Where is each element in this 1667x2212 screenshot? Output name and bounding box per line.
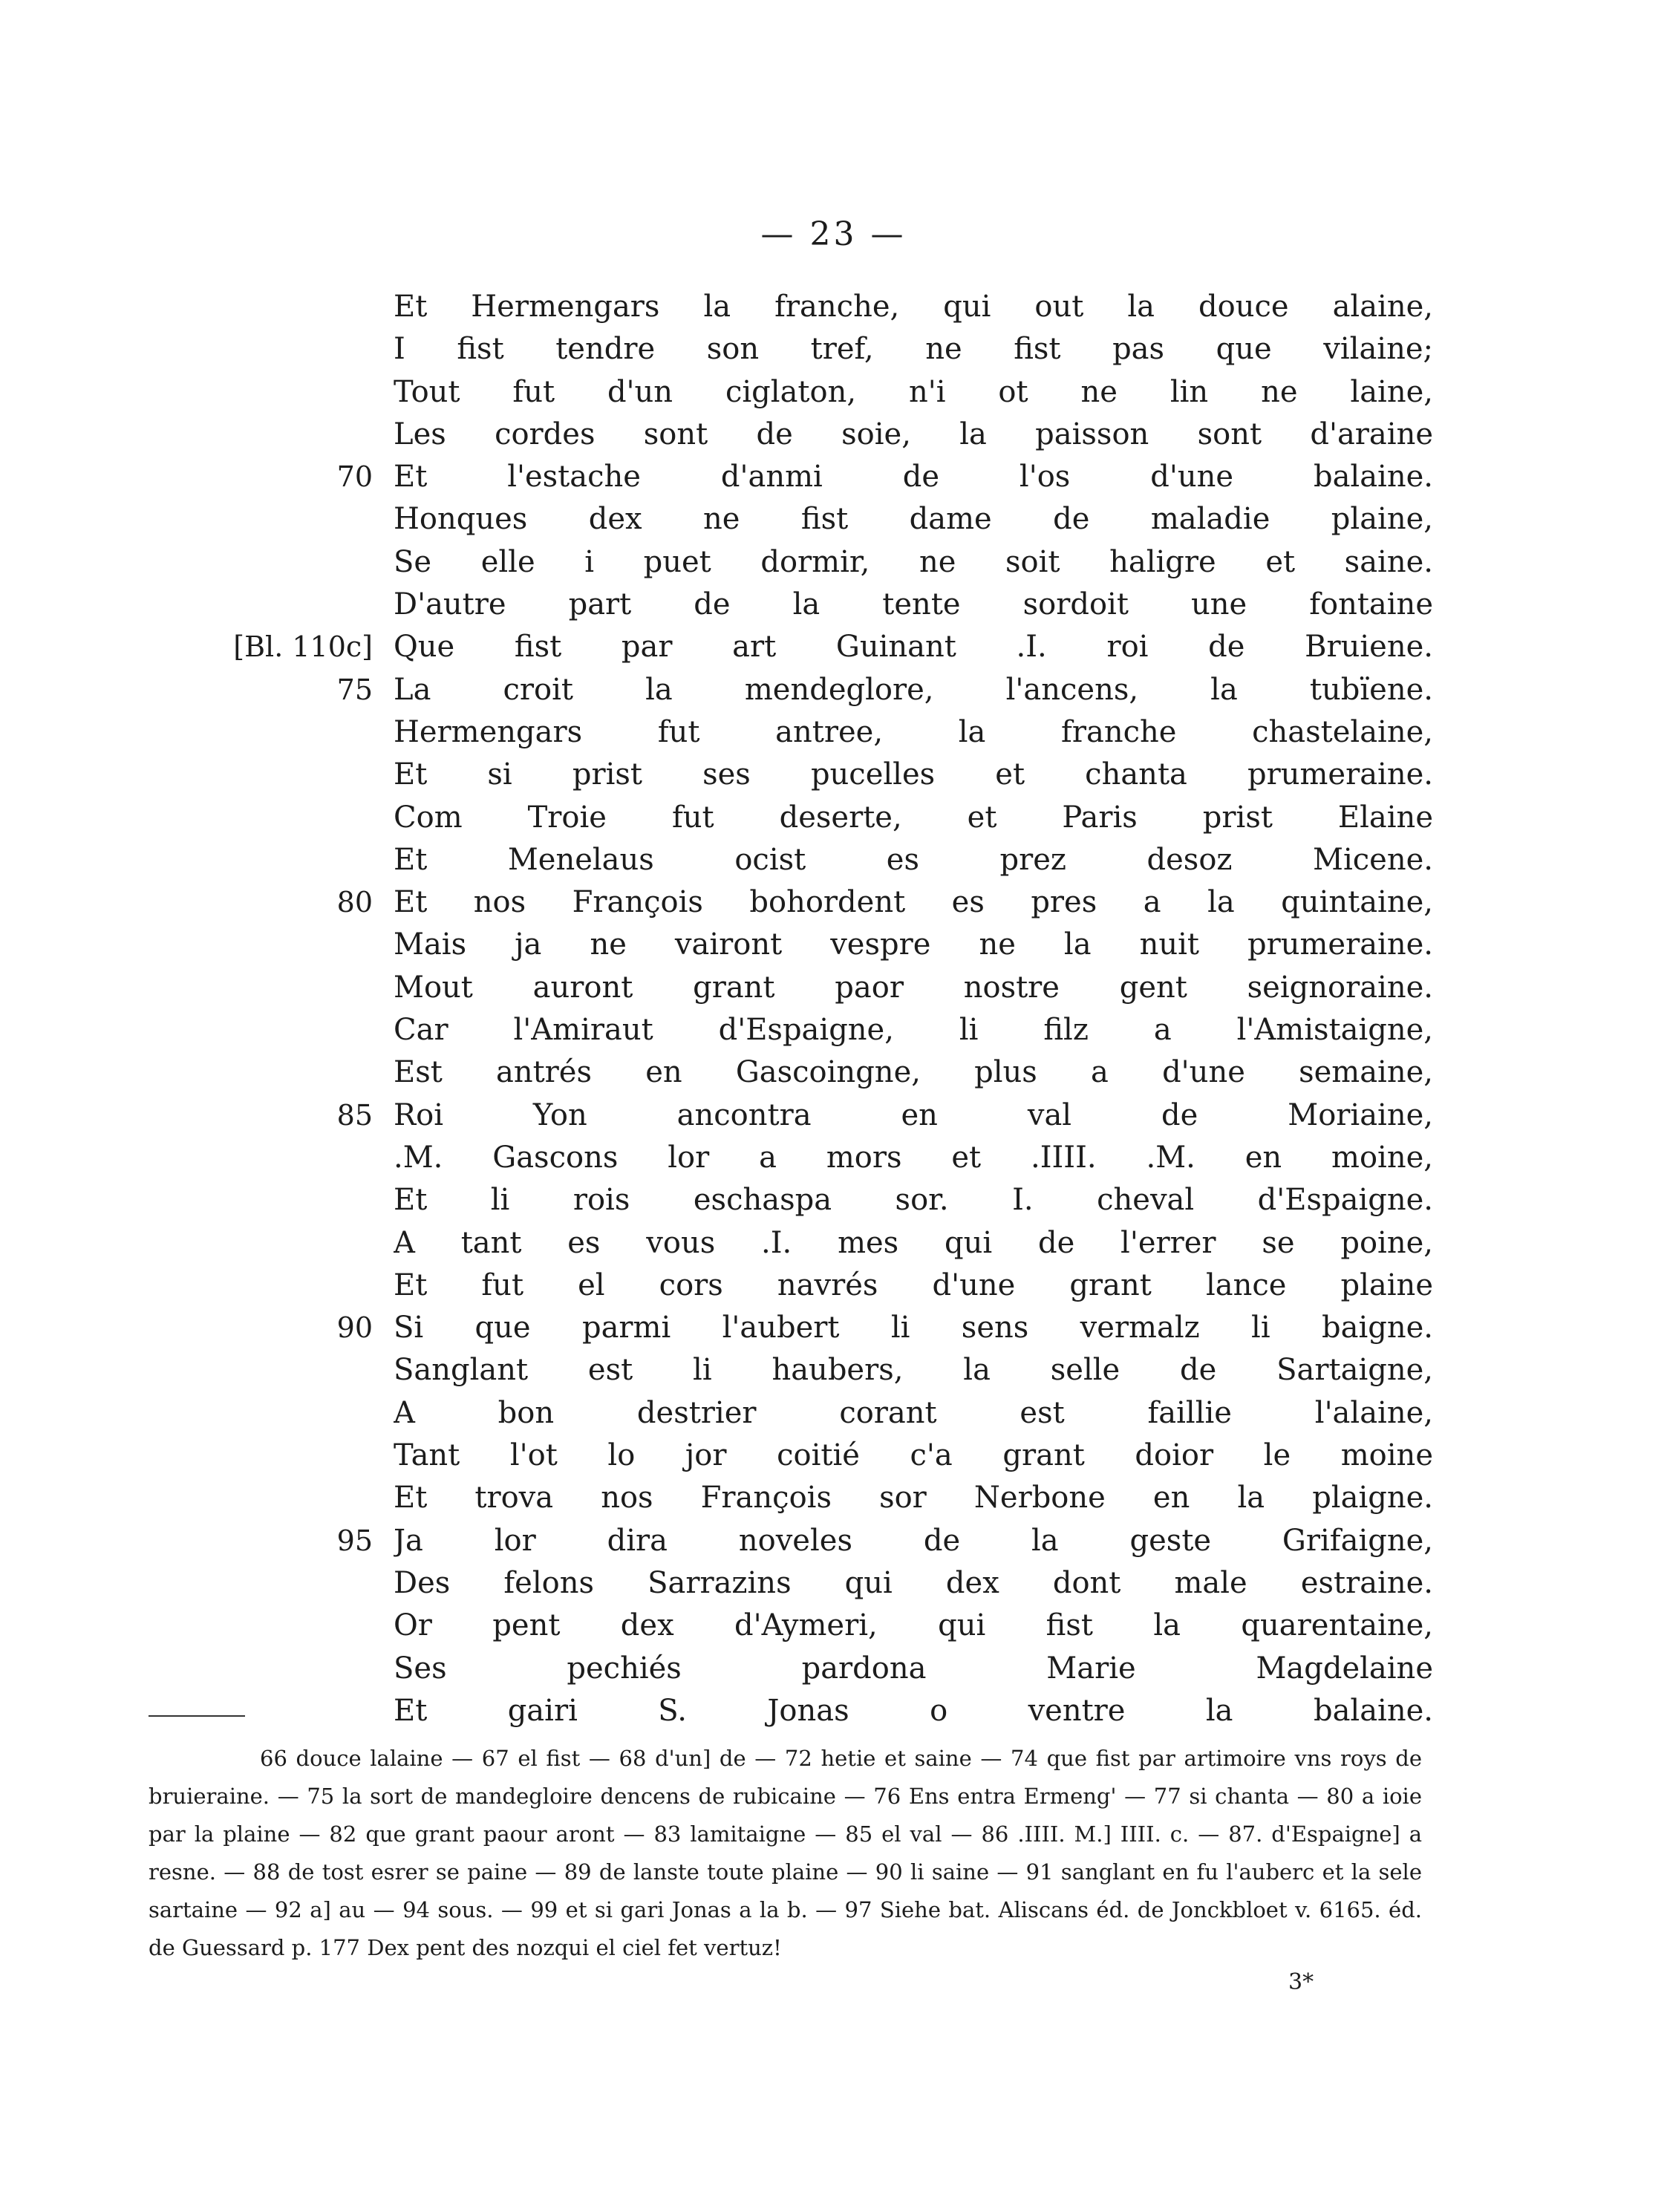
verse-line <box>134 371 1544 414</box>
line-number: 70 <box>336 460 373 494</box>
verse-line <box>134 541 1544 584</box>
verse-line <box>134 881 1544 924</box>
verse-line <box>134 1349 1544 1392</box>
verse-line <box>134 456 1544 498</box>
verse-line <box>134 286 1544 328</box>
verse-text: Honques dex ne fist dame de maladie plaine, <box>394 502 1433 537</box>
verse-text: Et nos François bohordent es pres a la quintaine, <box>394 885 1433 920</box>
line-number: 85 <box>336 1098 373 1132</box>
line-number: 95 <box>336 1524 373 1557</box>
verse-text: I fist tendre son tref, ne fist pas que vilaine; <box>394 332 1433 367</box>
verse-text: Or pent dex d'Aymeri, qui fist la quarentaine, <box>394 1608 1433 1643</box>
verse-line <box>134 498 1544 541</box>
verse-line <box>134 1562 1544 1605</box>
verse-text: Et trova nos François sor Nerbone en la plaigne. <box>394 1481 1433 1516</box>
verse-text: Et Menelaus ocist es prez desoz Micene. <box>394 842 1433 877</box>
verse-text: Et si prist ses pucelles et chanta prumeraine. <box>394 757 1433 792</box>
verse-text: Car l'Amiraut d'Espaigne, li filz a l'Amistaigne, <box>394 1013 1433 1048</box>
verse-text: Mais ja ne vairont vespre ne la nuit prumeraine. <box>394 927 1433 962</box>
verse-line <box>134 1009 1544 1051</box>
verse-line <box>134 1435 1544 1477</box>
line-number: 75 <box>336 673 373 706</box>
verse-line <box>134 1477 1544 1519</box>
verse-text: Et gairi S. Jonas o ventre la balaine. <box>394 1693 1433 1728</box>
verse-line <box>134 626 1544 668</box>
verse-text: Tout fut d'un ciglaton, n'i ot ne lin ne laine, <box>394 374 1433 409</box>
verse-text: Et fut el cors navrés d'une grant lance plaine <box>394 1268 1433 1302</box>
verse-text: Que fist par art Guinant .I. roi de Bruiene. <box>394 630 1433 665</box>
verse-text: Les cordes sont de soie, la paisson sont d'araine <box>394 417 1433 451</box>
verse-line <box>134 1690 1544 1732</box>
verse-line <box>134 797 1544 839</box>
verse-line <box>134 1392 1544 1435</box>
line-number: 80 <box>336 886 373 919</box>
verse-text: Ja lor dira noveles de la geste Grifaigne, <box>394 1523 1433 1558</box>
verse-text: Se elle i puet dormir, ne soit haligre et saine. <box>394 544 1433 579</box>
line-number: [Bl. 110c] <box>233 630 373 664</box>
verse-text: Roi Yon ancontra en val de Moriaine, <box>394 1097 1433 1132</box>
verse-line <box>134 1137 1544 1179</box>
verse-text: Et li rois eschaspa sor. I. cheval d'Espaigne. <box>394 1183 1433 1218</box>
verse-text: Ses pechiés pardona Marie Magdelaine <box>394 1651 1433 1686</box>
footnotes: 66 douce lalaine — 67 el fist — 68 d'un] de — 72 hetie et saine — 74 que fist par artimoire vns roys de bruieraine. — 75 la sort de mandegloire dencens de rubicaine — 76 Ens entra Ermeng' — 77 si chanta — 80 a ioie par la plaine — 82 que grant paour aront — 83 lamitaigne — 85 el val — 86 .IIII. M.] IIII. c. — 87. d'Espaigne] a resne. — 88 de tost esrer se paine — 89 de lanste toute plaine — 90 li saine — 91 sanglant en fu l'auberc et la sele sartaine — 92 a] au — 94 sous. — 99 et si gari Jonas a la b. — 97 Siehe bat. Aliscans éd. de Jonckbloet v. 6165. éd. de Guessard p. 177 Dex pent des nozqui el ciel fet vertuz! <box>149 1746 1422 1960</box>
verse-text: A bon destrier corant est faillie l'alaine, <box>394 1395 1433 1430</box>
verse-text: Tant l'ot lo jor coitié c'a grant doior le moine <box>394 1438 1433 1473</box>
verse-line <box>134 414 1544 456</box>
verse-line <box>134 1222 1544 1265</box>
verse-text: Est antrés en Gascoingne, plus a d'une semaine, <box>394 1055 1433 1090</box>
verse-text: Si que parmi l'aubert li sens vermalz li baigne. <box>394 1311 1433 1345</box>
verse-line <box>134 754 1544 796</box>
verse-text: Des felons Sarrazins qui dex dont male estraine. <box>394 1565 1433 1600</box>
signature-mark: 3* <box>1288 1969 1314 1995</box>
verse-line <box>134 1265 1544 1307</box>
verse-text: D'autre part de la tente sordoit une fontaine <box>394 587 1433 622</box>
verse-line <box>134 1051 1544 1094</box>
verse-text: Com Troie fut deserte, et Paris prist Elaine <box>394 800 1433 835</box>
verse-line <box>134 967 1544 1009</box>
verse-line <box>134 584 1544 626</box>
verse-text: La croit la mendeglore, l'ancens, la tubïene. <box>394 672 1433 707</box>
verse-text: .M. Gascons lor a mors et .IIII. .M. en moine, <box>394 1140 1433 1175</box>
verse-text: Mout auront grant paor nostre gent seignoraine. <box>394 970 1433 1005</box>
verse-line <box>134 1605 1544 1647</box>
verse-text: Hermengars fut antree, la franche chastelaine, <box>394 714 1433 749</box>
verse-line <box>134 1520 1544 1562</box>
footnote-separator <box>149 1715 245 1717</box>
poem-text <box>134 286 1544 1732</box>
verse-line <box>134 328 1544 371</box>
verse-line <box>134 669 1544 711</box>
verse-text: A tant es vous .I. mes qui de l'errer se poine, <box>394 1225 1433 1260</box>
verse-line <box>134 839 1544 881</box>
verse-line <box>134 1179 1544 1221</box>
verse-line <box>134 1094 1544 1137</box>
verse-line <box>134 1307 1544 1349</box>
page-number: — 23 — <box>760 215 907 253</box>
verse-line <box>134 924 1544 966</box>
verse-text: Et Hermengars la franche, qui out la douce alaine, <box>394 290 1433 324</box>
line-number: 90 <box>336 1311 373 1345</box>
verse-text: Sanglant est li haubers, la selle de Sartaigne, <box>394 1353 1433 1388</box>
verse-line <box>134 1648 1544 1690</box>
verse-line <box>134 711 1544 754</box>
verse-text: Et l'estache d'anmi de l'os d'une balaine. <box>394 460 1433 495</box>
